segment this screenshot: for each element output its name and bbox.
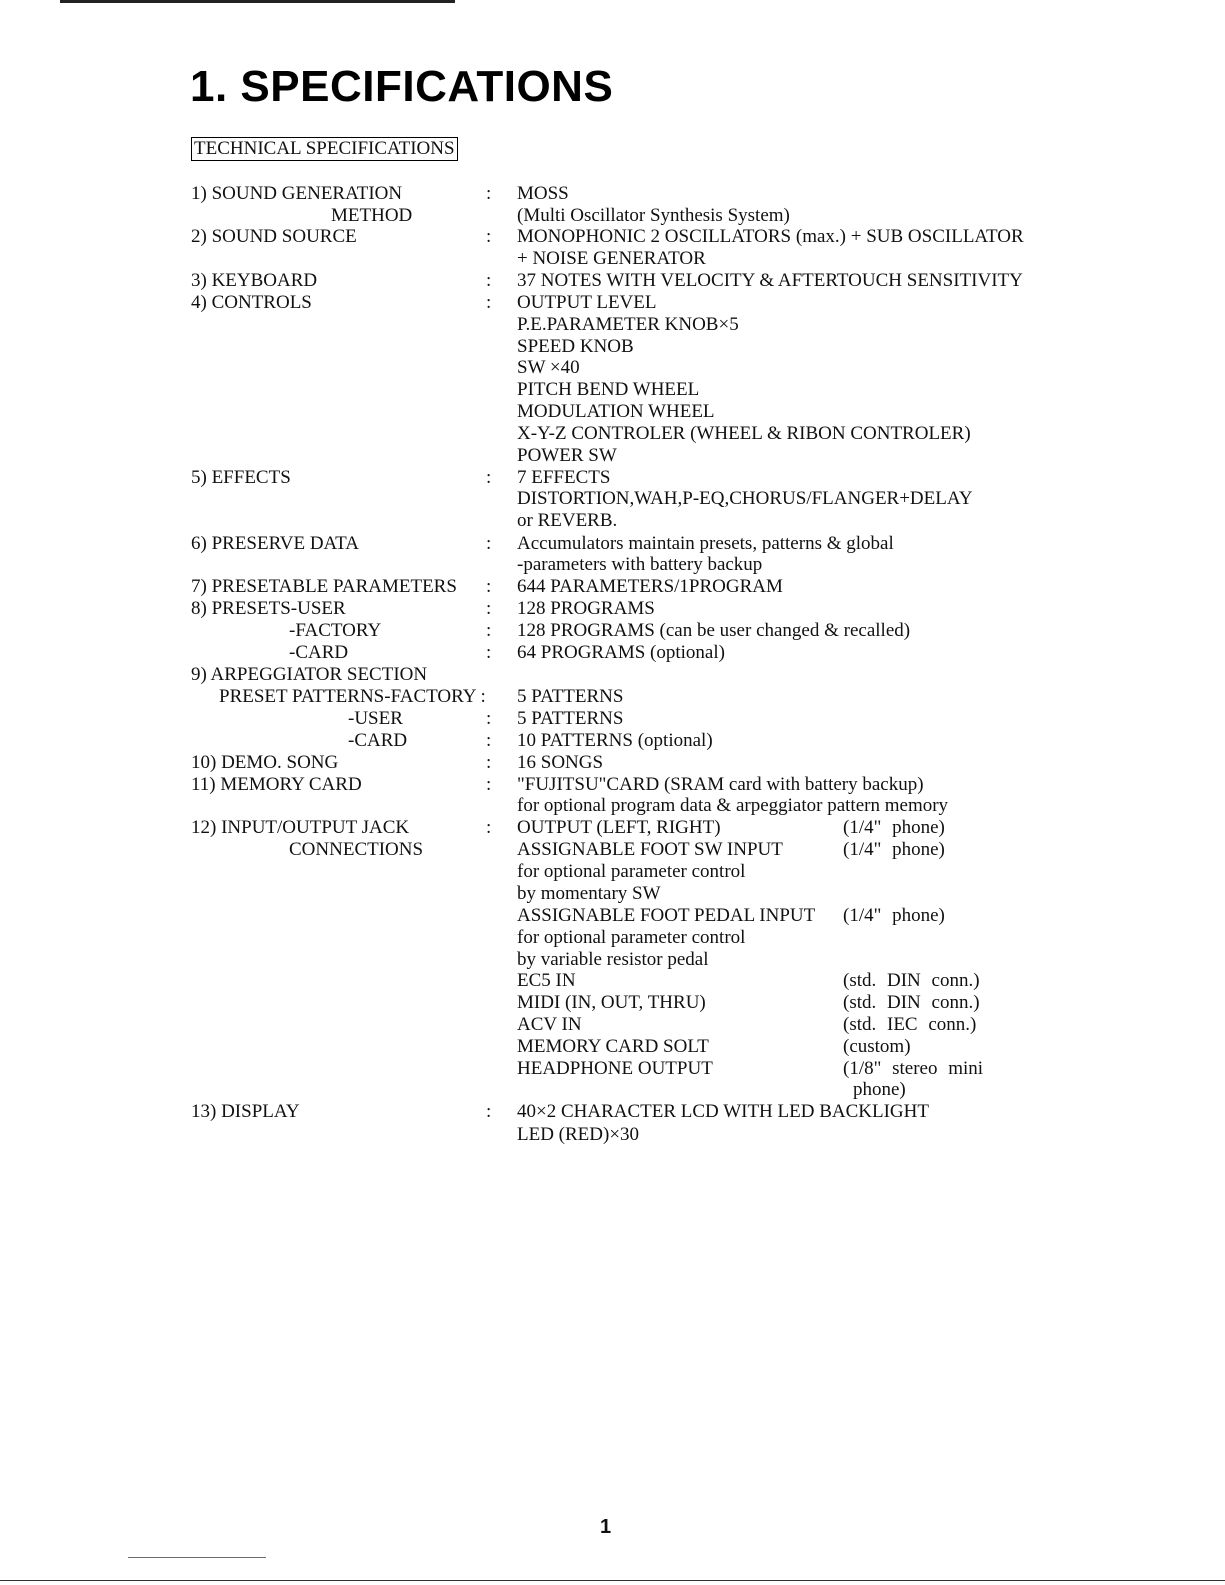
spec-value: for optional parameter control [517, 927, 746, 948]
spec-colon: : [486, 576, 492, 597]
spec-value: MODULATION WHEEL [517, 401, 715, 422]
spec-value: ASSIGNABLE FOOT PEDAL INPUT [517, 905, 816, 926]
spec-value: 64 PROGRAMS (optional) [517, 642, 725, 663]
spec-value: by momentary SW [517, 883, 661, 904]
spec-value: X-Y-Z CONTROLER (WHEEL & RIBON CONTROLER) [517, 423, 971, 444]
spec-value: 16 SONGS [517, 752, 604, 773]
spec-value: POWER SW [517, 445, 617, 466]
spec-colon: : [486, 1101, 492, 1122]
spec-colon: : [486, 467, 492, 488]
spec-connector: (1/4" phone) [843, 905, 945, 926]
spec-label: PRESET PATTERNS-FACTORY : [219, 686, 486, 707]
spec-value: for optional parameter control [517, 861, 746, 882]
spec-value: 128 PROGRAMS (can be user changed & recalled) [517, 620, 911, 641]
bottom-rule [0, 1580, 1225, 1581]
spec-connector: (1/4" phone) [843, 839, 945, 860]
spec-label: 3) KEYBOARD [191, 270, 318, 291]
spec-value: ACV IN [517, 1014, 582, 1035]
spec-value: MONOPHONIC 2 OSCILLATORS (max.) + SUB OSCILLATOR [517, 226, 1024, 247]
spec-label: -FACTORY [289, 620, 382, 641]
spec-value: 7 EFFECTS [517, 467, 611, 488]
spec-label: 11) MEMORY CARD [191, 774, 362, 795]
spec-colon: : [486, 642, 492, 663]
spec-label: -USER [348, 708, 403, 729]
spec-label: 7) PRESETABLE PARAMETERS [191, 576, 457, 597]
spec-value: or REVERB. [517, 510, 618, 531]
spec-connector: (custom) [843, 1036, 911, 1057]
spec-value: 128 PROGRAMS [517, 598, 655, 619]
spec-value: 37 NOTES WITH VELOCITY & AFTERTOUCH SENSITIVITY [517, 270, 1023, 291]
spec-value: OUTPUT LEVEL [517, 292, 657, 313]
spec-value: SW ×40 [517, 357, 580, 378]
spec-value: by variable resistor pedal [517, 949, 709, 970]
spec-connector: (std. DIN conn.) [843, 970, 980, 991]
section-heading: TECHNICAL SPECIFICATIONS [191, 137, 458, 161]
spec-label: 9) ARPEGGIATOR SECTION [191, 664, 428, 685]
spec-value: EC5 IN [517, 970, 576, 991]
spec-value: MEMORY CARD SOLT [517, 1036, 709, 1057]
spec-value: (Multi Oscillator Synthesis System) [517, 205, 790, 226]
spec-value: 5 PATTERNS [517, 708, 624, 729]
spec-label: CONNECTIONS [289, 839, 424, 860]
spec-value: MOSS [517, 183, 569, 204]
spec-value: OUTPUT (LEFT, RIGHT) [517, 817, 721, 838]
spec-value: 10 PATTERNS (optional) [517, 730, 713, 751]
spec-colon: : [486, 620, 492, 641]
spec-label: 1) SOUND GENERATION [191, 183, 403, 204]
spec-colon: : [486, 752, 492, 773]
spec-label: 12) INPUT/OUTPUT JACK [191, 817, 410, 838]
spec-value: 40×2 CHARACTER LCD WITH LED BACKLIGHT [517, 1101, 929, 1122]
spec-value: HEADPHONE OUTPUT [517, 1058, 713, 1079]
spec-value: PITCH BEND WHEEL [517, 379, 700, 400]
spec-label: -CARD [289, 642, 349, 663]
spec-connector: (1/4" phone) [843, 817, 945, 838]
spec-value: for optional program data & arpeggiator pattern memory [517, 795, 949, 816]
spec-value: MIDI (IN, OUT, THRU) [517, 992, 706, 1013]
spec-value: ASSIGNABLE FOOT SW INPUT [517, 839, 783, 860]
spec-colon: : [486, 598, 492, 619]
page-title: 1. SPECIFICATIONS [190, 62, 614, 111]
spec-colon: : [486, 774, 492, 795]
spec-colon: : [486, 292, 492, 313]
spec-value: P.E.PARAMETER KNOB×5 [517, 314, 739, 335]
page-number: 1 [600, 1516, 612, 1538]
spec-value: LED (RED)×30 [517, 1124, 640, 1145]
spec-connector: (1/8" stereo mini [843, 1058, 984, 1079]
spec-label: 2) SOUND SOURCE [191, 226, 357, 247]
spec-label: -CARD [348, 730, 408, 751]
spec-value: DISTORTION,WAH,P-EQ,CHORUS/FLANGER+DELAY [517, 488, 973, 509]
spec-colon: : [486, 226, 492, 247]
spec-label: 5) EFFECTS [191, 467, 291, 488]
spec-connector: (std. DIN conn.) [843, 992, 980, 1013]
spec-value: "FUJITSU"CARD (SRAM card with battery backup) [517, 774, 924, 795]
spec-label: 8) PRESETS-USER [191, 598, 346, 619]
spec-connector: (std. IEC conn.) [843, 1014, 977, 1035]
spec-label: 6) PRESERVE DATA [191, 533, 359, 554]
spec-label: 10) DEMO. SONG [191, 752, 339, 773]
spec-label: METHOD [331, 205, 413, 226]
spec-connector: phone) [853, 1079, 906, 1100]
spec-value: -parameters with battery backup [517, 554, 763, 575]
spec-colon: : [486, 730, 492, 751]
spec-colon: : [486, 270, 492, 291]
spec-colon: : [486, 533, 492, 554]
spec-value: SPEED KNOB [517, 336, 634, 357]
spec-value: + NOISE GENERATOR [517, 248, 706, 269]
spec-value: 5 PATTERNS [517, 686, 624, 707]
footer-link-underline [128, 1557, 266, 1558]
spec-colon: : [486, 183, 492, 204]
spec-label: 4) CONTROLS [191, 292, 312, 313]
top-rule [60, 0, 455, 3]
spec-label: 13) DISPLAY [191, 1101, 300, 1122]
spec-value: 644 PARAMETERS/1PROGRAM [517, 576, 783, 597]
spec-colon: : [486, 708, 492, 729]
spec-value: Accumulators maintain presets, patterns & global [517, 533, 894, 554]
spec-colon: : [486, 817, 492, 838]
